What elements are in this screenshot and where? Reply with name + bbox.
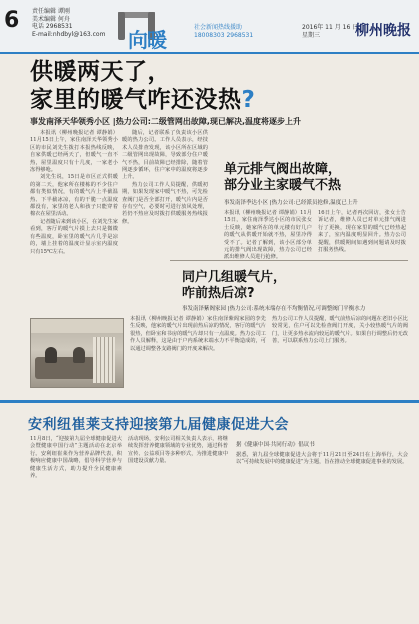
section4-body-col2: 活动现场，安利公司相关负责人表示，将继续发挥营养健康领域的专业优势，通过科普宣传、公益项目等多种形式，为推进健康中国建设贡献力量。 bbox=[128, 436, 228, 465]
section4-body-col1: 11月8日，“迎接第九届全球健康促进大会暨健康中国行动”主题活动在北京举行。安利纽崔莱作为营养品牌代表，积极响应健康中国战略，倡导科学营养与健康生活方式，助力提升全民健康素养。 bbox=[30, 436, 122, 480]
apartment-photo bbox=[30, 318, 124, 388]
column-name: 向暖 bbox=[128, 28, 166, 52]
section4-source: 据《健康中国·共同行动》倡议书 bbox=[236, 442, 315, 448]
section2-deck: 事发南泽季达小区 |热力公司:已经派员抢修,温度已上升 bbox=[224, 200, 358, 206]
section2-body-col1: 本报讯（柳州晚报记者 谭静娟）11月15日，家住南泽季达小区的市民张女士反映，她家所在的单元楼有好几户的暖气从供暖开始就不热，屋里冷得受不了。记者了解到，该小区部分单元的排气阀出现故障，热力公司已经派出维修人员进行抢修。 bbox=[224, 210, 312, 261]
section3-headline: 同户几组暖气片， 咋前热后凉? bbox=[182, 270, 287, 301]
section3-deck: 事发南泽紫阁家园 |热力公司:系统末端存在不均衡情况,可调整阀门平衡水力 bbox=[182, 306, 366, 312]
section2-headline: 单元排气阀出故障， 部分业主家暖气不热 bbox=[224, 162, 342, 193]
page-header bbox=[0, 0, 419, 54]
paper-name: 柳州晚报 bbox=[355, 23, 411, 39]
hotline-info: 社会新闻热线援助 18008303 2968531 bbox=[194, 24, 254, 39]
section-divider bbox=[0, 400, 419, 403]
page-number: 6 bbox=[4, 8, 20, 33]
issue-date: 2016年 11 月 16 日 星期三 bbox=[302, 24, 359, 39]
main-body-col1: 本报讯（柳州晚报记者 谭静娟）11月15日上午，家住南泽天华领秀小区的市民刘先生拨打本报热线反映，自家供暖已经两天了，但暖气一直不热，屋里温度只有十几度，一家老小冻得够呛。 刘先生说，15日是市区正式供暖的第二天，他家所在楼栋的不少住户都有类似情况，有的暖气片上半截温热、下半截冰凉，有的干脆一点温度都没有，家里的老人和孩子只能穿着棉衣在屋里活动。 记者随后来到该小区，在刘先生家看到，客厅的暖气片摸上去只是微微有些温度，卧室里的暖气片几乎是凉的，墙上挂着的温度计显示室内温度只有15℃左右。 bbox=[30, 130, 118, 255]
section4-body-col3: 据悉，第九届全球健康促进大会将于11月21日至24日在上海举行，大会以“可持续发展中的健康促进”为主题，旨在推动全球健康促进事业的发展。 bbox=[236, 452, 408, 466]
pipe-icon bbox=[118, 12, 125, 40]
section4-headline: 安利纽崔莱支持迎接第九届健康促进大会 bbox=[28, 417, 289, 433]
section3-body-col1: 本报讯（柳州晚报记者 谭静娟）家住南泽紫阁家园的李先生反映，他家的暖气片出现前热后凉的情况，客厅的暖气片很热，但卧室和书房的暖气片却只有一点温度。热力公司工作人员解释，这是由于户内系统末端水力不平衡造成的，可以通过调整各支路阀门的开度来解决。 bbox=[130, 316, 266, 352]
main-deck: 事发南泽天华领秀小区 |热力公司:二级管网出故障,现已解决,温度将逐步上升 bbox=[30, 117, 301, 126]
main-body-col2: 随后，记者联系了负责该小区供暖的热力公司。工作人员表示，经技术人员排查发现，该小区所在区域的二级管网出现故障，导致部分住户暖气不热，目前故障已经排除，随着管网逐步循环，住户家中的温度将逐步上升。 热力公司工作人员提醒，供暖初期，如果发现家中暖气不热，可先检查阀门是否全部打开，暖气片内是否存有空气，必要时可进行放风处理，若仍不热应及时拨打供暖服务热线报修。 bbox=[122, 130, 208, 225]
section3-body-col2: 热力公司工作人员提醒，暖气前热后凉的问题在老旧小区比较常见，住户可以先检查阀门开度，关小较热暖气片的阀门，让更多热水流向较远的暖气片。如果自行调整后仍无改善，可以联系热力公司上门服务。 bbox=[272, 316, 408, 345]
section2-body-col2: 16日上午，记者再次回访，张女士告诉记者，维修人员已对单元排气阀进行了更换，现在家里的暖气已经热起来了，室内温度明显回升。热力公司提醒，供暖期间如遇到问题请及时拨打服务热线。 bbox=[318, 210, 406, 254]
main-headline: 供暖两天了， 家里的暖气咋还没热? bbox=[30, 59, 256, 113]
editor-info: 责任编辑 谭刚 美术编辑 何舟 电话 2968531 E-mail:nhdbyl@163.com bbox=[32, 8, 106, 38]
divider bbox=[170, 260, 408, 261]
